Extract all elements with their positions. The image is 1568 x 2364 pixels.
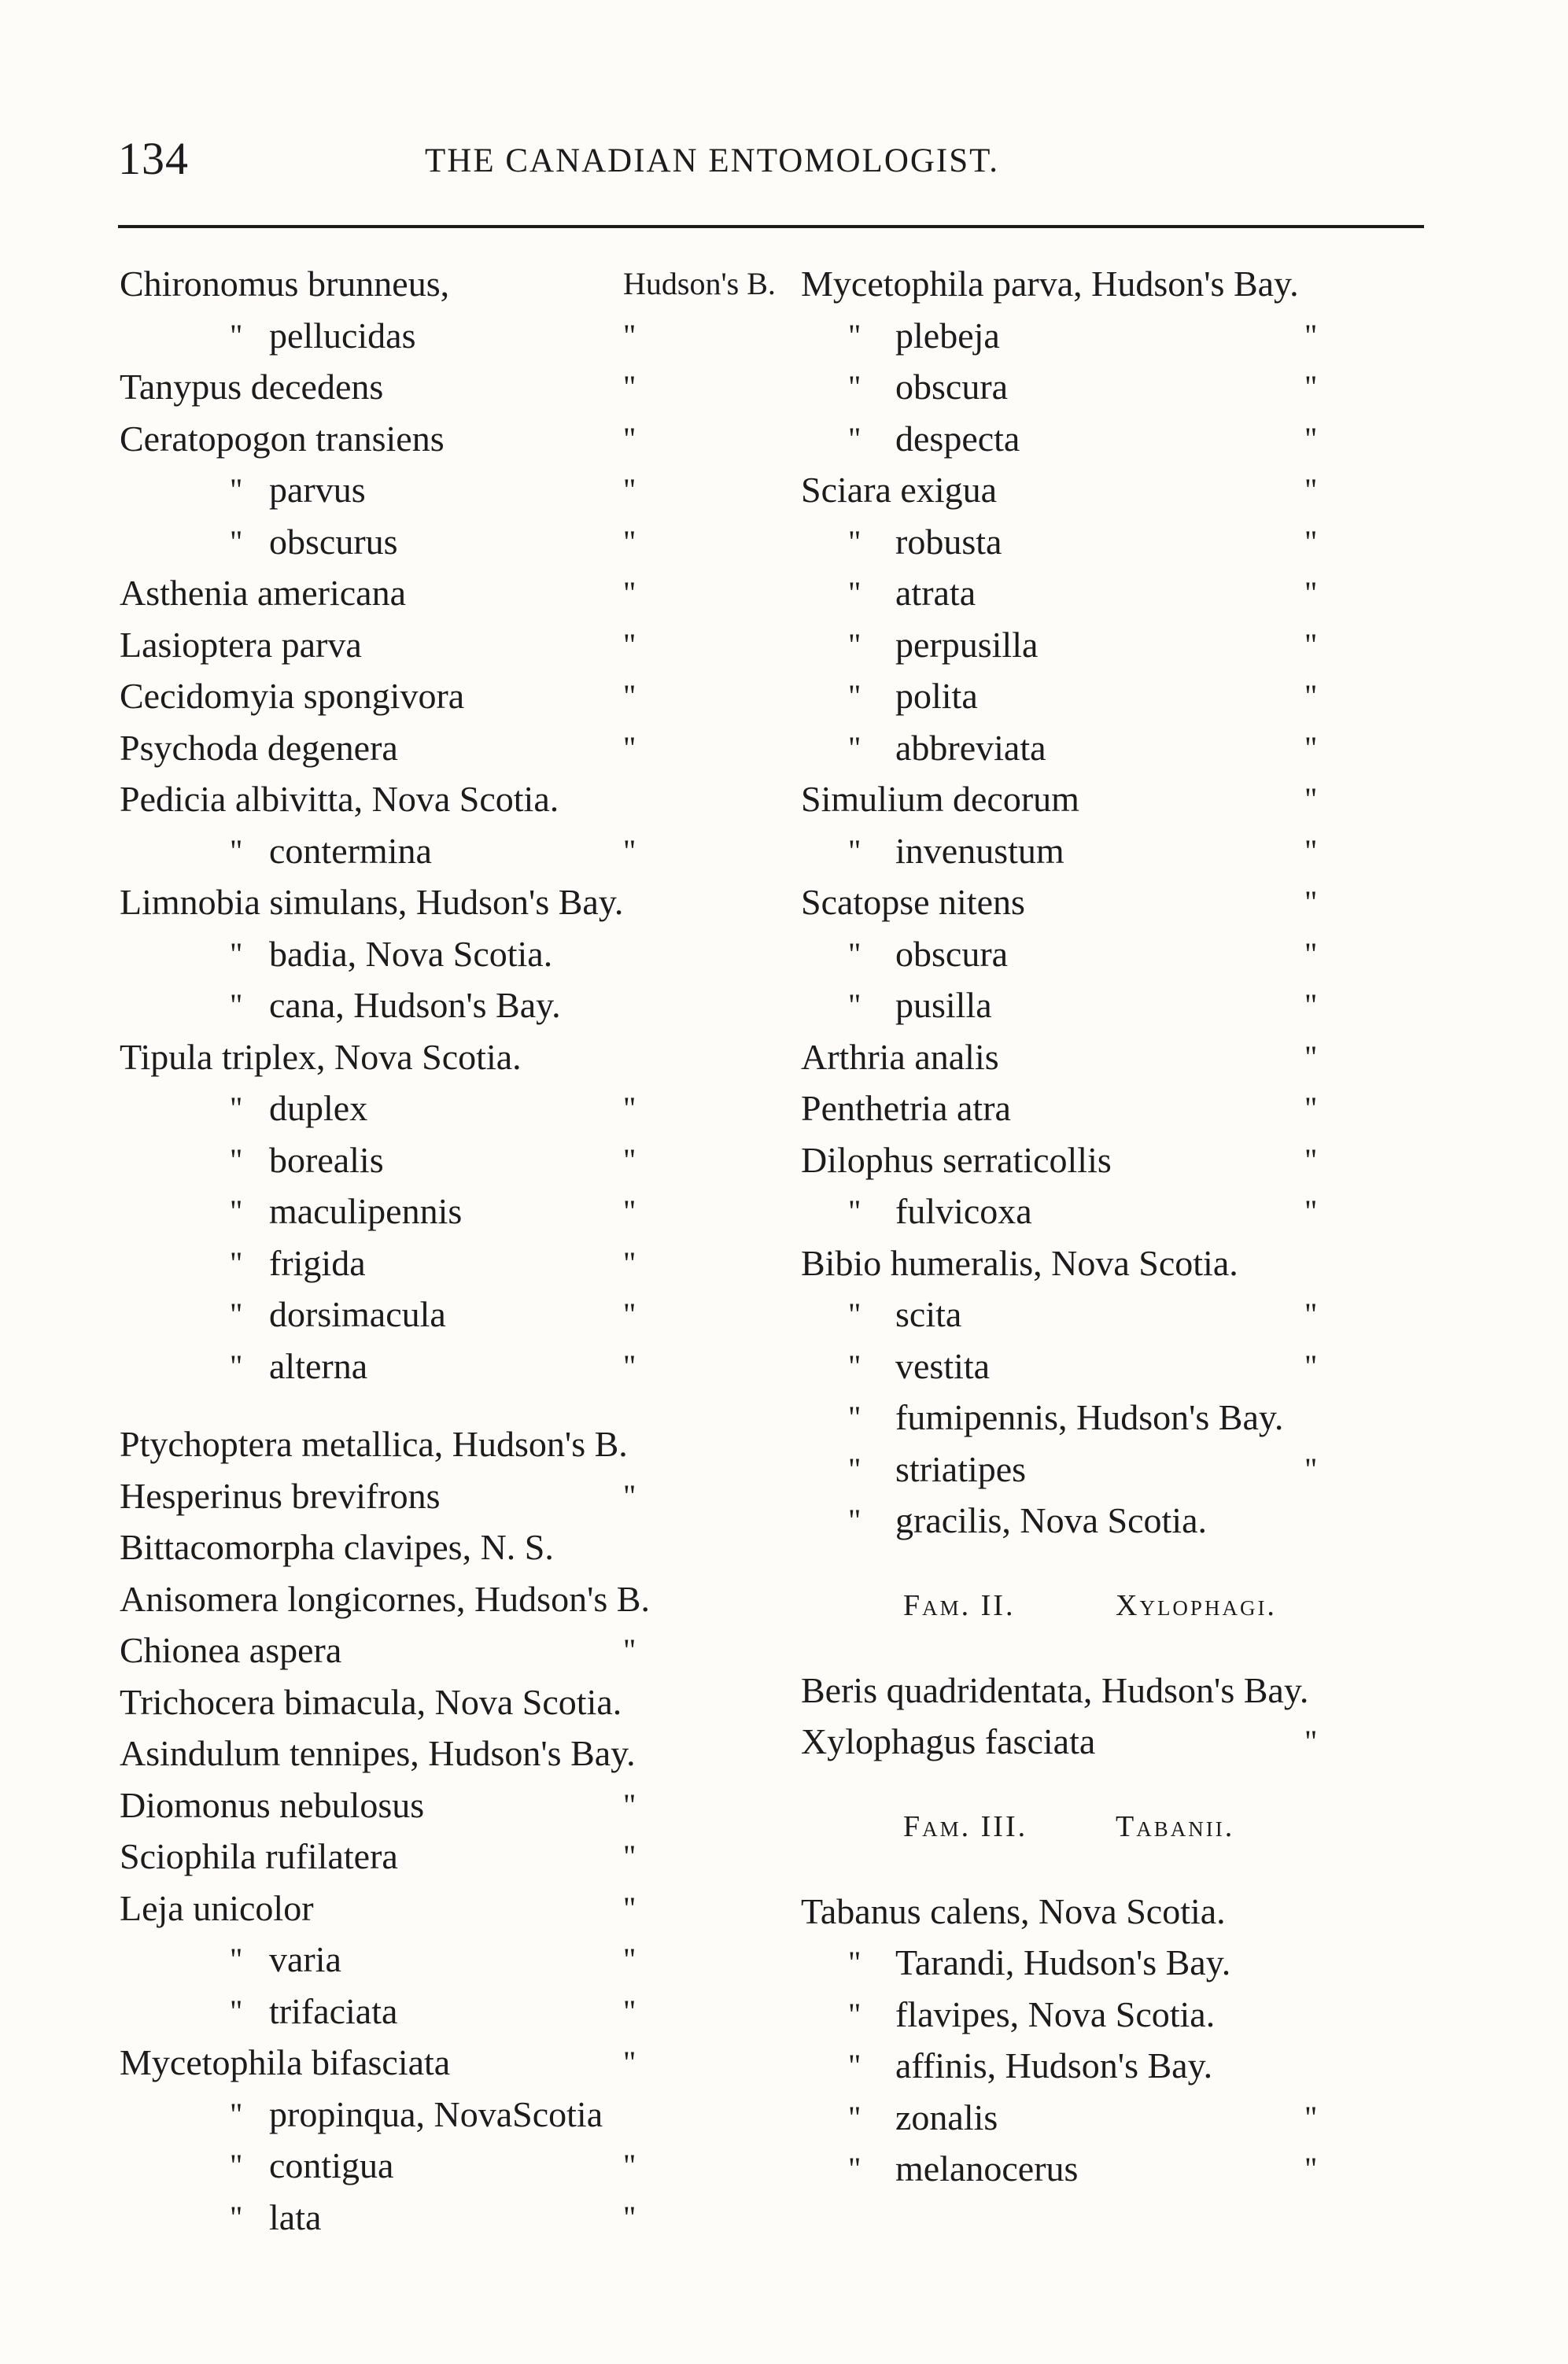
- species-name: maculipennis: [269, 1191, 463, 1231]
- species-name: frigida: [269, 1242, 366, 1283]
- header-rule: [118, 225, 1424, 228]
- species-name: pellucidas: [269, 315, 416, 356]
- species-entry: [801, 825, 1446, 877]
- ditto-mark: ": [230, 935, 243, 972]
- species-name: lata: [269, 2196, 322, 2237]
- species-entry: [801, 1341, 1446, 1392]
- species-name: Tarandi, Hudson's Bay.: [895, 1942, 1231, 1982]
- species-name: Bittacomorpha clavipes, N. S.: [120, 1527, 554, 1567]
- species-entry: [120, 361, 773, 413]
- locality-ditto: ": [623, 523, 636, 559]
- locality-ditto: ": [623, 420, 636, 456]
- species-name: pusilla: [895, 985, 992, 1025]
- ditto-mark: ": [848, 678, 861, 714]
- species-entry: [120, 2140, 773, 2192]
- species-name: Cecidomyia spongivora: [120, 676, 465, 716]
- species-entry: [120, 1934, 773, 1986]
- species-name: obscurus: [269, 521, 398, 562]
- species-entry: [801, 413, 1446, 465]
- species-name: Trichocera bimacula, Nova Scotia.: [120, 1681, 622, 1722]
- species-name: Mycetophila parva, Hudson's Bay.: [801, 264, 1299, 304]
- species-entry: [801, 567, 1446, 619]
- ditto-mark: ": [848, 1348, 861, 1384]
- species-name: Beris quadridentata, Hudson's Bay.: [801, 1669, 1309, 1710]
- species-name: Chionea aspera: [120, 1630, 342, 1670]
- species-name: Limnobia simulans, Hudson's Bay.: [120, 882, 624, 922]
- ditto-mark: ": [848, 1945, 861, 1980]
- species-entry: [120, 1625, 773, 1676]
- species-entry: [120, 2037, 773, 2089]
- locality-ditto: ": [1304, 369, 1318, 404]
- locality-ditto: ": [623, 626, 636, 662]
- species-entry: [120, 1134, 773, 1186]
- species-entry: [801, 361, 1446, 413]
- ditto-mark: ": [230, 523, 243, 559]
- ditto-mark: ": [230, 1090, 243, 1126]
- species-entry: [120, 1676, 773, 1728]
- species-name: cana, Hudson's Bay.: [269, 985, 561, 1025]
- species-entry: [801, 979, 1446, 1031]
- species-name: borealis: [269, 1139, 384, 1180]
- species-entry: [801, 464, 1446, 516]
- species-entry: [120, 1186, 773, 1237]
- species-name: Diomonus nebulosus: [120, 1784, 425, 1825]
- locality-ditto: ": [1304, 1296, 1318, 1332]
- species-entry: [801, 1392, 1446, 1444]
- locality-ditto: ": [1304, 472, 1318, 507]
- ditto-mark: ": [230, 1296, 243, 1332]
- species-name: Leja unicolor: [120, 1887, 314, 1928]
- locality-ditto: ": [1304, 781, 1318, 817]
- locality-ditto: ": [1304, 1348, 1318, 1384]
- species-name: Tipula triplex, Nova Scotia.: [120, 1036, 522, 1077]
- locality-ditto: ": [1304, 523, 1318, 559]
- species-name: scita: [895, 1294, 962, 1334]
- species-name: Asthenia americana: [120, 573, 406, 613]
- species-name: atrata: [895, 573, 976, 613]
- locality-ditto: ": [623, 1993, 636, 2029]
- species-name: Ceratopogon transiens: [120, 418, 445, 459]
- species-entry: [120, 1728, 773, 1779]
- species-name: invenustum: [895, 830, 1064, 871]
- species-entry: [120, 1883, 773, 1934]
- species-name: Arthria analis: [801, 1036, 999, 1077]
- species-name: contermina: [269, 830, 432, 871]
- locality-ditto: ": [623, 1632, 636, 1668]
- locality-ditto: ": [623, 2045, 636, 2080]
- species-entry: [120, 825, 773, 877]
- species-name: Bibio humeralis, Nova Scotia.: [801, 1242, 1238, 1283]
- ditto-mark: ": [230, 317, 243, 353]
- species-entry: [120, 1986, 773, 2038]
- locality-ditto: ": [623, 1477, 636, 1514]
- ditto-mark: ": [848, 2099, 861, 2135]
- ditto-mark: ": [848, 1193, 861, 1229]
- species-entry: [801, 876, 1446, 928]
- ditto-mark: ": [848, 935, 861, 972]
- ditto-mark: ": [230, 2148, 243, 2183]
- ditto-mark: ": [848, 626, 861, 662]
- species-entry: [120, 464, 773, 516]
- locality-ditto: ": [1304, 1090, 1318, 1126]
- species-name: Anisomera longicornes, Hudson's B.: [120, 1578, 650, 1619]
- species-entry: [120, 1341, 773, 1392]
- species-name: zonalis: [895, 2097, 998, 2137]
- family-number: Fam. II.: [903, 1588, 1016, 1622]
- species-entry: [801, 1082, 1446, 1134]
- species-entry: [801, 1886, 1446, 1938]
- species-entry: [801, 1716, 1446, 1768]
- ditto-mark: ": [848, 1451, 861, 1487]
- species-entry: [120, 567, 773, 619]
- locality-ditto: ": [623, 1348, 636, 1384]
- species-name: trifaciata: [269, 1990, 398, 2031]
- species-name: striatipes: [895, 1448, 1027, 1489]
- species-entry: [120, 310, 773, 362]
- species-name: contigua: [269, 2145, 394, 2185]
- species-name: flavipes, Nova Scotia.: [895, 1993, 1216, 2034]
- species-name: abbreviata: [895, 727, 1046, 768]
- locality-ditto: ": [623, 369, 636, 404]
- ditto-mark: ": [230, 987, 243, 1023]
- species-entry: [120, 2089, 773, 2141]
- species-entry: [120, 619, 773, 671]
- ditto-mark: ": [230, 2199, 243, 2235]
- species-name: alterna: [269, 1345, 368, 1386]
- ditto-mark: ": [230, 1348, 243, 1384]
- locality-ditto: ": [623, 678, 636, 714]
- ditto-mark: ": [230, 1942, 243, 1977]
- species-entry: [801, 619, 1446, 671]
- species-name: fulvicoxa: [895, 1191, 1032, 1231]
- ditto-mark: ": [848, 317, 861, 353]
- species-name: Asindulum tennipes, Hudson's Bay.: [120, 1733, 636, 1773]
- species-name: Lasioptera parva: [120, 624, 362, 665]
- locality-ditto: ": [623, 1090, 636, 1126]
- species-name: duplex: [269, 1088, 368, 1128]
- species-entry: [801, 2040, 1446, 2092]
- locality-ditto: ": [623, 1296, 636, 1332]
- ditto-mark: ": [848, 1296, 861, 1332]
- locality-ditto: ": [1304, 317, 1318, 353]
- species-name: Sciophila rufilatera: [120, 1836, 398, 1876]
- species-name: Psychoda degenera: [120, 727, 398, 768]
- locality-ditto: ": [623, 1890, 636, 1926]
- ditto-mark: ": [848, 729, 861, 765]
- species-name: Ptychoptera metallica, Hudson's B.: [120, 1424, 628, 1464]
- ditto-mark: ": [230, 832, 243, 869]
- species-name: parvus: [269, 470, 366, 510]
- species-entry: [801, 670, 1446, 722]
- right-column: [801, 258, 1446, 2195]
- locality-ditto: ": [1304, 2151, 1318, 2186]
- species-name: Simulium decorum: [801, 779, 1079, 819]
- species-entry: [801, 1665, 1446, 1717]
- running-title: THE CANADIAN ENTOMOLOGIST.: [425, 142, 999, 179]
- species-entry: [120, 258, 776, 310]
- locality-ditto: ": [623, 1838, 636, 1874]
- species-entry: [120, 516, 773, 568]
- species-name: affinis, Hudson's Bay.: [895, 2045, 1213, 2086]
- ditto-mark: ": [848, 575, 861, 610]
- ditto-mark: ": [848, 832, 861, 869]
- locality-ditto: ": [623, 1193, 636, 1229]
- species-entry: [801, 1989, 1446, 2041]
- locality-ditto: ": [623, 729, 636, 765]
- species-name: Xylophagus fasciata: [801, 1721, 1096, 1761]
- locality-ditto: ": [1304, 832, 1318, 869]
- locality-ditto: ": [1304, 935, 1318, 972]
- species-name: Sciara exigua: [801, 470, 998, 510]
- ditto-mark: ": [848, 420, 861, 456]
- locality-ditto: ": [623, 2148, 636, 2183]
- species-name: robusta: [895, 521, 1002, 562]
- species-entry: [120, 1470, 773, 1522]
- locality-ditto: ": [1304, 729, 1318, 765]
- species-entry: [120, 1082, 773, 1134]
- family-number: Fam. III.: [903, 1809, 1028, 1843]
- species-entry: [801, 722, 1446, 774]
- species-name: plebeja: [895, 315, 1000, 356]
- family-name: Xylophagi.: [1116, 1588, 1277, 1622]
- species-name: gracilis, Nova Scotia.: [895, 1500, 1208, 1540]
- species-name: Mycetophila bifasciata: [120, 2042, 451, 2082]
- ditto-mark: ": [230, 472, 243, 507]
- locality-ditto: ": [623, 472, 636, 507]
- locality-ditto: ": [1304, 575, 1318, 610]
- species-name: obscura: [895, 933, 1009, 974]
- left-column: [120, 258, 776, 2243]
- species-entry: [120, 1031, 773, 1083]
- locality-ditto: ": [623, 317, 636, 353]
- species-entry: [801, 2143, 1446, 2195]
- species-entry: [120, 1237, 773, 1289]
- column-spacer: [120, 1392, 773, 1418]
- species-name: Hesperinus brevifrons: [120, 1475, 441, 1516]
- species-name: melanocerus: [895, 2148, 1079, 2189]
- locality-ditto: ": [1304, 1724, 1318, 1759]
- species-name: vestita: [895, 1345, 991, 1386]
- species-entry: [120, 1521, 773, 1573]
- locality-ditto: ": [1304, 678, 1318, 714]
- species-name: perpusilla: [895, 624, 1039, 665]
- locality-ditto: ": [623, 575, 636, 610]
- species-entry: [801, 1237, 1446, 1289]
- locality-ditto: ": [623, 2199, 636, 2235]
- ditto-mark: ": [848, 2048, 861, 2083]
- species-entry: [801, 310, 1446, 362]
- species-entry: [801, 1495, 1446, 1547]
- species-entry: [801, 258, 1446, 310]
- species-name: Penthetria atra: [801, 1088, 1011, 1128]
- locality-ditto: ": [1304, 2099, 1318, 2135]
- ditto-mark: ": [230, 1993, 243, 2029]
- species-entry: [120, 979, 773, 1031]
- ditto-mark: ": [848, 369, 861, 404]
- locality-ditto: ": [1304, 1451, 1318, 1487]
- ditto-mark: ": [230, 1245, 243, 1281]
- species-entry: [120, 2192, 773, 2244]
- species-name: polita: [895, 676, 978, 716]
- species-name: Pedicia albivitta, Nova Scotia.: [120, 779, 559, 819]
- ditto-mark: ": [230, 1141, 243, 1178]
- family-heading: [801, 1768, 1446, 1886]
- locality-ditto: ": [1304, 884, 1318, 920]
- species-name: fumipennis, Hudson's Bay.: [895, 1397, 1284, 1437]
- species-entry: [120, 722, 773, 774]
- species-name: Dilophus serraticollis: [801, 1139, 1112, 1180]
- ditto-mark: ": [848, 987, 861, 1023]
- species-name: despecta: [895, 418, 1020, 459]
- locality-ditto: ": [1304, 1193, 1318, 1229]
- species-entry: [120, 1779, 773, 1831]
- species-name: varia: [269, 1939, 341, 1979]
- locality-ditto: ": [1304, 626, 1318, 662]
- ditto-mark: ": [848, 1996, 861, 2032]
- species-entry: [120, 876, 773, 928]
- species-name: Tabanus calens, Nova Scotia.: [801, 1890, 1226, 1931]
- species-entry: [120, 1573, 773, 1625]
- species-entry: [120, 928, 773, 980]
- species-entry: [801, 1444, 1446, 1495]
- species-name: Chironomus brunneus,: [120, 264, 450, 304]
- species-name: badia, Nova Scotia.: [269, 933, 553, 974]
- species-entry: [801, 1289, 1446, 1341]
- species-entry: [801, 928, 1446, 980]
- locality-ditto: ": [1304, 1038, 1318, 1075]
- ditto-mark: ": [230, 1193, 243, 1229]
- locality-ditto: ": [623, 1141, 636, 1178]
- locality-ditto: ": [623, 832, 636, 869]
- species-entry: [120, 1418, 773, 1470]
- species-entry: [120, 413, 773, 465]
- locality-ditto: ": [1304, 1141, 1318, 1178]
- species-entry: [120, 1289, 773, 1341]
- species-entry: [801, 1134, 1446, 1186]
- locality-ditto: ": [1304, 420, 1318, 456]
- species-entry: [801, 773, 1446, 825]
- ditto-mark: ": [848, 2151, 861, 2186]
- locality-ditto: ": [623, 1942, 636, 1977]
- species-entry: [801, 2092, 1446, 2144]
- species-entry: [801, 1186, 1446, 1237]
- locality-ditto: ": [623, 1787, 636, 1823]
- page-number: 134: [118, 133, 189, 184]
- species-entry: [120, 1831, 773, 1883]
- ditto-mark: ": [848, 1400, 861, 1435]
- species-name: propinqua, NovaScotia: [269, 2093, 603, 2134]
- species-name: obscura: [895, 367, 1009, 407]
- species-name: Scatopse nitens: [801, 882, 1025, 922]
- ditto-mark: ": [230, 2096, 243, 2132]
- ditto-mark: ": [848, 1503, 861, 1538]
- locality-ditto: ": [623, 1245, 636, 1281]
- locality-ditto: ": [1304, 987, 1318, 1023]
- species-name: dorsimacula: [269, 1294, 446, 1334]
- family-name: Tabanii.: [1116, 1809, 1235, 1843]
- species-entry: [801, 1937, 1446, 1989]
- ditto-mark: ": [848, 523, 861, 559]
- species-entry: [801, 516, 1446, 568]
- species-entry: [120, 670, 773, 722]
- family-heading: [801, 1547, 1446, 1665]
- species-entry: [801, 1031, 1446, 1083]
- species-name: Tanypus decedens: [120, 367, 384, 407]
- locality-ditto: Hudson's B.: [623, 266, 776, 301]
- species-entry: [120, 773, 773, 825]
